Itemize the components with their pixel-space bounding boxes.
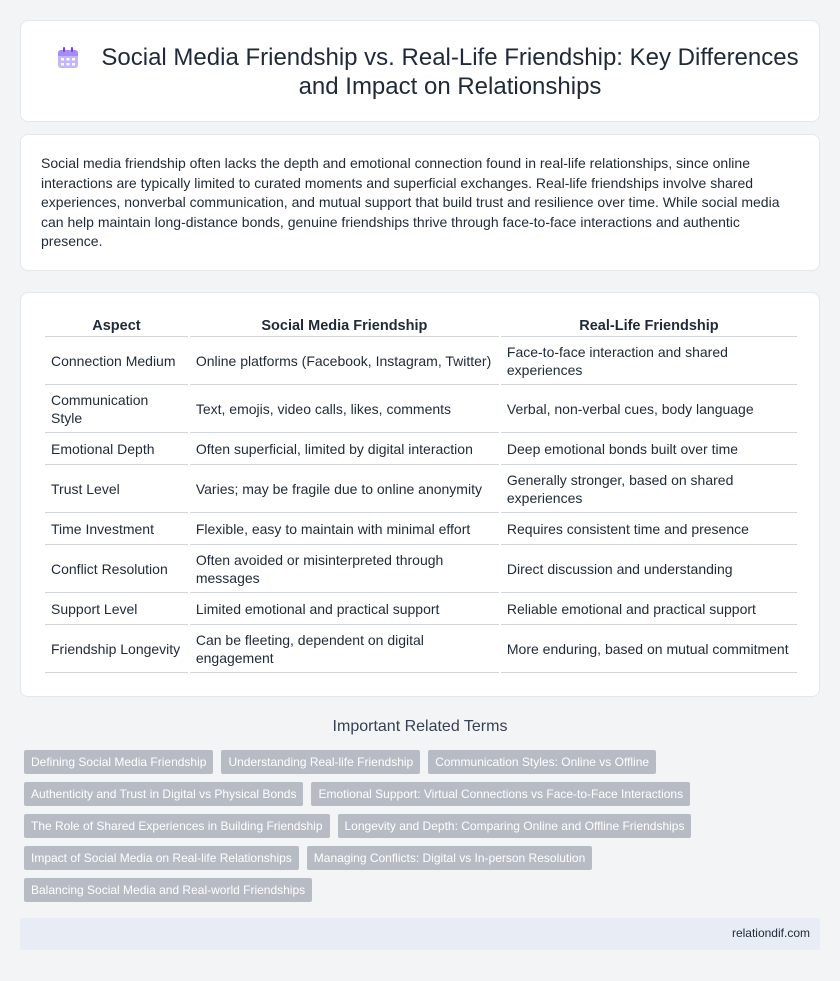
tag-row	[24, 814, 724, 838]
footer-site-link[interactable]: relationdif.com	[731, 926, 810, 940]
cell-aspect: Trust Level	[45, 465, 188, 513]
header-social-media: Social Media Friendship	[190, 315, 499, 337]
related-term-link[interactable]: Understanding Real-life Friendship	[221, 750, 420, 774]
related-term-link[interactable]: Defining Social Media Friendship	[24, 750, 213, 774]
tag-row	[24, 846, 724, 870]
cell-real: Reliable emotional and practical support	[501, 593, 797, 625]
cell-real: Requires consistent time and presence	[501, 513, 797, 545]
table-row	[45, 593, 797, 625]
cell-social: Can be fleeting, dependent on digital engagement	[190, 625, 499, 673]
cell-real: Deep emotional bonds built over time	[501, 433, 797, 465]
table-row	[45, 625, 797, 673]
cell-real: Verbal, non-verbal cues, body language	[501, 385, 797, 433]
cell-social: Online platforms (Facebook, Instagram, Twitter)	[190, 337, 499, 385]
cell-real: Direct discussion and understanding	[501, 545, 797, 593]
title-card	[20, 20, 820, 122]
comparison-table	[43, 315, 799, 673]
table-row	[45, 433, 797, 465]
header-aspect: Aspect	[45, 315, 188, 337]
tag-row	[24, 878, 724, 902]
table-header-row	[45, 315, 797, 337]
related-term-link[interactable]: Communication Styles: Online vs Offline	[428, 750, 656, 774]
cell-real: Face-to-face interaction and shared experiences	[501, 337, 797, 385]
cell-real: Generally stronger, based on shared experiences	[501, 465, 797, 513]
cell-aspect: Emotional Depth	[45, 433, 188, 465]
related-term-link[interactable]: Authenticity and Trust in Digital vs Physical Bonds	[24, 782, 303, 806]
cell-social: Text, emojis, video calls, likes, comments	[190, 385, 499, 433]
related-term-link[interactable]: Longevity and Depth: Comparing Online and Offline Friendships	[338, 814, 692, 838]
table-row	[45, 513, 797, 545]
table-row	[45, 545, 797, 593]
table-row	[45, 385, 797, 433]
tag-row	[24, 750, 724, 774]
header-real-life: Real-Life Friendship	[501, 315, 797, 337]
table-row	[45, 337, 797, 385]
cell-aspect: Support Level	[45, 593, 188, 625]
cell-aspect: Time Investment	[45, 513, 188, 545]
cell-aspect: Friendship Longevity	[45, 625, 188, 673]
summary-paragraph: Social media friendship often lacks the depth and emotional connection found in real-life relationships, since online interactions are typically limited to curated moments and superficial exchanges. Real-life friendships involve shared experiences, nonverbal communication, and mutual support that build trust and resilience over time. While social media can help maintain long-distance bonds, genuine friendships thrive through face-to-face interactions and authentic presence.	[41, 155, 780, 249]
cell-social: Often superficial, limited by digital interaction	[190, 433, 499, 465]
related-term-link[interactable]: Balancing Social Media and Real-world Friendships	[24, 878, 312, 902]
related-term-link[interactable]: Managing Conflicts: Digital vs In-person Resolution	[307, 846, 592, 870]
cell-social: Varies; may be fragile due to online anonymity	[190, 465, 499, 513]
table-row	[45, 465, 797, 513]
related-term-link[interactable]: Emotional Support: Virtual Connections vs Face-to-Face Interactions	[311, 782, 690, 806]
footer	[20, 918, 820, 950]
cell-aspect: Communication Style	[45, 385, 188, 433]
related-terms-list	[24, 750, 724, 910]
summary-card	[20, 134, 820, 271]
tag-row	[24, 782, 724, 806]
comparison-table-card	[20, 292, 820, 697]
cell-real: More enduring, based on mutual commitment	[501, 625, 797, 673]
related-term-link[interactable]: The Role of Shared Experiences in Building Friendship	[24, 814, 330, 838]
cell-social: Often avoided or misinterpreted through messages	[190, 545, 499, 593]
cell-aspect: Connection Medium	[45, 337, 188, 385]
related-terms-heading: Important Related Terms	[332, 718, 508, 735]
related-term-link[interactable]: Impact of Social Media on Real-life Relationships	[24, 846, 299, 870]
cell-social: Limited emotional and practical support	[190, 593, 499, 625]
page-title: Social Media Friendship vs. Real-Life Friendship: Key Differences and Impact on Relationships	[101, 44, 799, 100]
cell-social: Flexible, easy to maintain with minimal effort	[190, 513, 499, 545]
cell-aspect: Conflict Resolution	[45, 545, 188, 593]
